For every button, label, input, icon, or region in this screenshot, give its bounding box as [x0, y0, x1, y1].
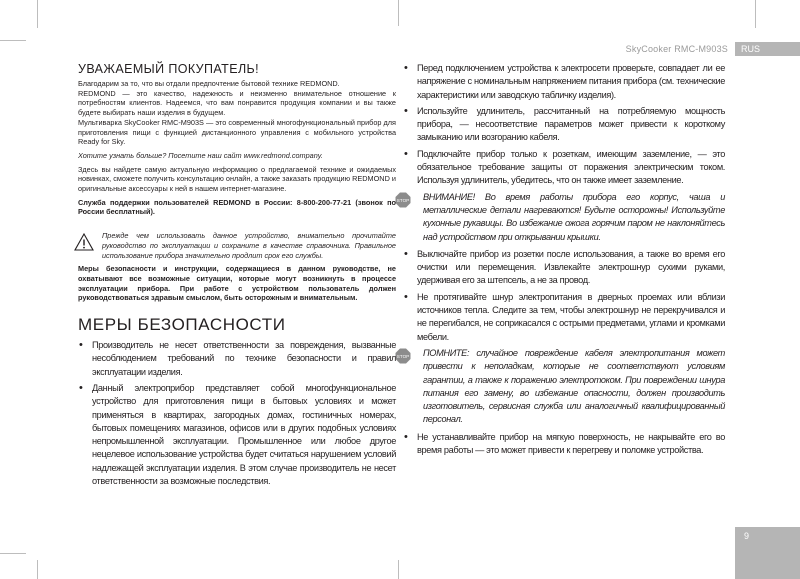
greeting-title: УВАЖАЕМЫЙ ПОКУПАТЕЛЬ!	[78, 62, 260, 76]
left-column	[78, 62, 396, 491]
safety-list-right-a	[403, 62, 725, 188]
paragraph-support: Служба поддержки пользователей REDMOND в России: 8-800-200-77-21 (звонок по России бесплатный).	[78, 197, 396, 217]
stop-text-cable: ПОМНИТЕ: случайное повреждение кабеля электропитания может привести к неполадкам, которые не соответствуют условиям гарантии, а также к поражению электротоком. При повреждении шнура питания его замену, во избежание опасности, должен производить изготовитель, сервисная служба или аналогичный квалифицированный персонал.	[423, 347, 725, 425]
warning-triangle-icon	[74, 233, 94, 251]
warning-block	[78, 231, 396, 260]
right-column	[396, 62, 725, 460]
stop-label: STOP	[396, 353, 410, 359]
header-title: SkyCooker RMC-M903S	[625, 44, 728, 54]
list-item: • Выключайте прибор из розетки после использования, а также во время его очистки или перемещения. Извлекайте электрошнур сухими руками, удерживая его за штепсель, а не за провод.	[404, 247, 725, 286]
paragraph-product: Мультиварка SkyCooker RMC-M903S — это современный многофункциональный прибор для приготовления пищи с функцией дистанционного управления с мобильного устройства Ready for Sky.	[78, 117, 396, 147]
safety-list-right-c	[403, 431, 725, 458]
crop-mark	[755, 0, 756, 28]
crop-mark	[37, 0, 38, 28]
stop-text-heat: ВНИМАНИЕ! Во время работы прибора его корпус, чаша и металлические детали нагреваются! Будьте осторожны! Используйте кухонные рукавицы. Во избежание ожога горячим паром не наклоняйтесь над устройством при открывании крышки.	[423, 191, 725, 242]
list-item: • Не протягивайте шнур электропитания в дверных проемах или вблизи источников тепла. Следите за тем, чтобы электрошнур не перекручивался и не перегибался, не соприкасался с острыми предметами, углами и кромками мебели.	[404, 290, 725, 342]
crop-mark	[0, 553, 26, 554]
list-item: • Подключайте прибор только к розеткам, имеющим заземление, — это обязательное требование защиты от поражения электрическим током. Используя удлинитель, убедитесь, что он также имеет заземление.	[404, 147, 725, 186]
language-tab: RUS	[735, 42, 800, 56]
paragraph-website: Хотите узнать больше? Посетите наш сайт www.redmond.company.	[78, 150, 323, 160]
list-item: • Производитель не несет ответственности за повреждения, вызванные несоблюдением требований по технике безопасности и правил эксплуатации изделия.	[79, 339, 396, 377]
list-item: • Данный электроприбор представляет собой многофункциональное устройство для приготовления пищи в бытовых условиях и может применяться в квартирах, загородных домах, гостиничных номерах, бытовых помещениях магазинов, офисов или в других подобных условиях непромышленной эксплуатации. Промышленное или любое другое нецелевое использование устройства будет считаться нарушением условий надлежащей эксплуатации изделия. В этом случае производитель не несет ответственности за возможные последствия.	[79, 381, 396, 487]
stop-warning-cable	[396, 347, 725, 427]
stop-sign-icon	[395, 192, 411, 208]
list-item: • Не устанавливайте прибор на мягкую поверхность, не накрывайте его во время работы — это может привести к перегреву и поломке устройства.	[404, 430, 725, 456]
page-number: 9	[744, 531, 750, 541]
paragraph-safety-note: Меры безопасности и инструкции, содержащиеся в данном руководстве, не охватывают все возможные ситуации, которые могут возникнуть в процессе эксплуатации прибора. При работе с устройством пользователь должен руководствоваться здравым смыслом, быть осторожным и внимательным.	[78, 264, 396, 303]
paragraph-thanks: Благодарим за то, что вы отдали предпочтение бытовой технике REDMOND.	[78, 79, 340, 88]
warning-text: Прежде чем использовать данное устройство, внимательно прочитайте руководство по эксплуатации и сохраните в качестве справочника. Правильное использование прибора значительно продлит срок его службы.	[102, 231, 396, 260]
crop-mark	[37, 560, 38, 579]
paragraph-redmond: REDMOND — это качество, надежность и неизменно внимательное отношение к потребностям клиентов. Надеемся, что вам понравится продукция компании и вы также будете выбирать наши изделия в будущем.	[78, 88, 396, 118]
crop-mark	[0, 40, 26, 41]
safety-list-left	[78, 339, 396, 488]
stop-label: STOP	[396, 197, 410, 203]
stop-sign-icon	[395, 348, 411, 364]
safety-list-right-b	[403, 248, 725, 344]
paragraph-info: Здесь вы найдете самую актуальную информацию о предлагаемой технике и ожидаемых новинках, сможете получить консультацию онлайн, а также заказать продукцию REDMOND и оригинальные аксессуары к ней в нашем интернет-магазине.	[78, 164, 396, 194]
crop-mark	[398, 0, 399, 26]
list-item: • Перед подключением устройства к электросети проверьте, совпадает ли ее напряжение с номинальным напряжением питания прибора (см. технические характеристики или заводскую табличку изделия).	[404, 62, 725, 100]
crop-mark	[398, 560, 399, 579]
safety-title: МЕРЫ БЕЗОПАСНОСТИ	[78, 315, 286, 335]
stop-warning-heat	[396, 191, 725, 244]
list-item: • Используйте удлинитель, рассчитанный на потребляемую мощность прибора, — несоответствие параметров может привести к короткому замыканию или возгоранию кабеля.	[404, 104, 725, 143]
